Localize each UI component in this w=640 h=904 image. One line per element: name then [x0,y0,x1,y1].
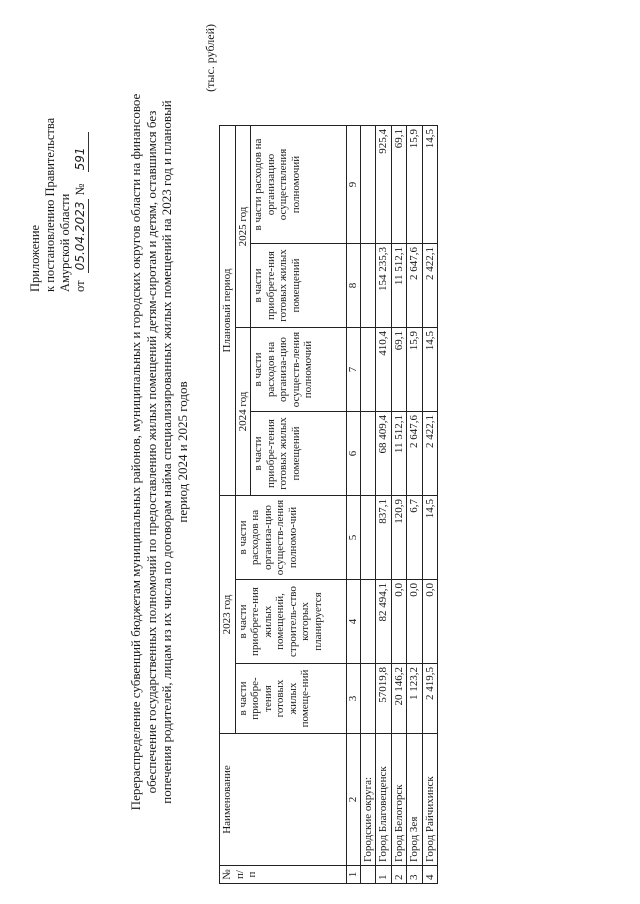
empty-cell [360,496,376,580]
col-number: 4 [347,580,361,664]
cell-value: 69,1 [391,328,407,412]
row-number: 4 [422,866,438,884]
empty-cell [360,244,376,328]
subsidy-table [219,125,438,884]
handwritten-number: 591 [73,132,89,172]
table-row [407,126,423,884]
header-col-9: в части расходов на организацию осуществления полномочий [251,126,347,244]
rotated-sheet [20,12,620,892]
header-name: Наименование [220,734,347,866]
cell-value: 20 146,2 [391,664,407,734]
cell-value: 82 494,1 [376,580,392,664]
date-prefix: от [73,280,87,292]
appendix-line-3: Амурской области [58,193,72,292]
table-row [391,126,407,884]
cell-value: 2 419,5 [422,664,438,734]
row-number: 1 [376,866,392,884]
row-name: Город Благовещенск [376,734,392,866]
col-number: 1 [347,866,361,884]
number-prefix: № [73,183,87,196]
cell-value: 11 512,1 [391,412,407,496]
cell-value: 2 647,6 [407,412,423,496]
header-planned-period: Плановый период [220,126,236,496]
cell-value: 14,5 [422,496,438,580]
empty-cell [360,580,376,664]
appendix-date-line [73,22,89,292]
header-year-2025: 2025 год [235,126,251,328]
handwritten-date: 05.04.2023 [73,199,89,274]
cell-value: 15,9 [407,126,423,244]
cell-value: 925,4 [376,126,392,244]
col-number: 6 [347,412,361,496]
col-number: 9 [347,126,361,244]
cell-value: 14,5 [422,328,438,412]
col-number: 2 [347,734,361,866]
header-col-5: в части расходов на организа-цию осуществ-ления полномо-чий [235,496,347,580]
row-name: Город Райчихинск [422,734,438,866]
cell-value: 14,5 [422,126,438,244]
empty-cell [360,328,376,412]
header-col-6: в части приобре-тения готовых жилых помещений [251,412,347,496]
group-label: Городские округа: [360,734,376,866]
cell-value: 154 235,3 [376,244,392,328]
cell-value: 15,9 [407,328,423,412]
cell-value: 2 422,1 [422,412,438,496]
cell-value: 11 512,1 [391,244,407,328]
cell-value: 2 422,1 [422,244,438,328]
header-col-8: в части приобрете-ния готовых жилых помещений [251,244,347,328]
empty-cell [360,664,376,734]
cell-value: 6,7 [407,496,423,580]
cell-value: 0,0 [422,580,438,664]
cell-value: 0,0 [407,580,423,664]
header-col-3: в части приобре-тения готовых жилых помеще-ний [235,664,347,734]
header-year-2023: 2023 год [220,496,236,734]
row-name: Город Зея [407,734,423,866]
group-row [360,126,376,884]
cell-value: 1 123,2 [407,664,423,734]
header-col-4: в части приобрете-ния жилых помещений, строитель-ство которых планируется [235,580,347,664]
cell-value: 0,0 [391,580,407,664]
col-number: 5 [347,496,361,580]
cell-value: 410,4 [376,328,392,412]
table-row [422,126,438,884]
cell-value: 837,1 [376,496,392,580]
cell-value: 2 647,6 [407,244,423,328]
cell-value: 69,1 [391,126,407,244]
row-number: 3 [407,866,423,884]
appendix-block [28,22,89,292]
header-row-1 [220,126,236,884]
row-name: Город Белогорск [391,734,407,866]
table-row [376,126,392,884]
group-num-cell [360,866,376,884]
appendix-line-2: к постановлению Правительства [43,117,57,292]
row-number: 2 [391,866,407,884]
units-label: (тыс. рублей) [203,24,217,92]
column-number-row [347,126,361,884]
empty-cell [360,412,376,496]
cell-value: 57019,8 [376,664,392,734]
empty-cell [360,126,376,244]
col-number: 8 [347,244,361,328]
header-col-7: в части расходов на организа-цию осуществ-ления полномочий [251,328,347,412]
cell-value: 120,9 [391,496,407,580]
col-number: 7 [347,328,361,412]
col-number: 3 [347,664,361,734]
document-title: Перераспределение субвенций бюджетам муниципальных районов, муниципальных и городских округов области на финансовое обеспечение государственных полномочий по предоставлению жилых помещений детям-сиротам и детям, оставшимся без попечения родителей, лицам из их числа по договорам найма специализированных жилых помещений на 2023 год и плановый период 2024 и 2025 годов [128,93,190,811]
appendix-line-1: Приложение [28,224,42,292]
header-year-2024: 2024 год [235,328,251,496]
header-num: № п/п [220,866,347,884]
cell-value: 68 409,4 [376,412,392,496]
